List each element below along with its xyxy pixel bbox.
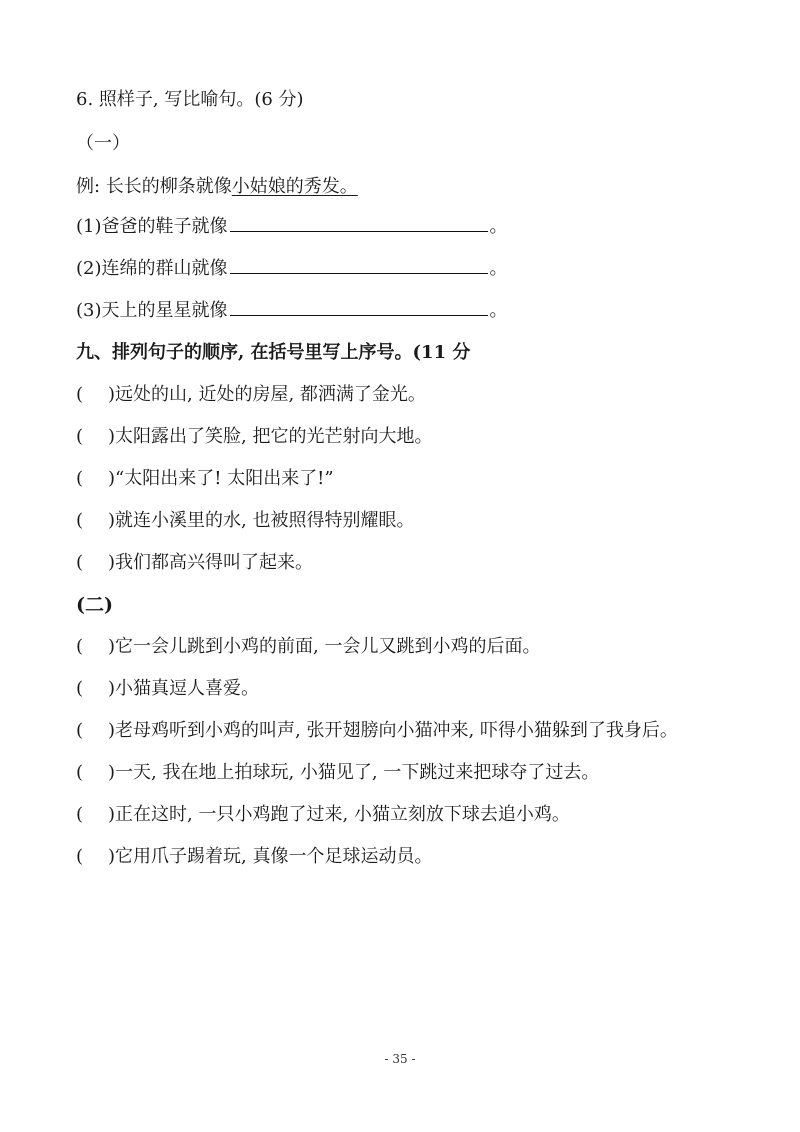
- q9-group2-item: ( )它用爪子踢着玩, 真像一个足球运动员。: [76, 846, 433, 867]
- order-blank[interactable]: (: [76, 678, 84, 699]
- q9-group1-item: ( )我们都高兴得叫了起来。: [76, 552, 314, 573]
- item-prefix: (3)天上的星星就像: [76, 300, 228, 321]
- q9-group1-item: ( )“太阳出来了! 太阳出来了!”: [76, 468, 334, 489]
- order-blank[interactable]: (: [76, 510, 84, 531]
- q6-title: 6. 照样子, 写比喻句。(6 分): [76, 89, 304, 110]
- order-blank[interactable]: (: [76, 636, 84, 657]
- order-blank[interactable]: (: [76, 468, 84, 489]
- q9-group2-item: ( )一天, 我在地上拍球玩, 小猫见了, 一下跳过来把球夺了过去。: [76, 762, 600, 783]
- sentence-text: 它用爪子踢着玩, 真像一个足球运动员。: [115, 846, 433, 867]
- sentence-text: “太阳出来了! 太阳出来了!”: [115, 468, 334, 489]
- sentence-text: 远处的山, 近处的房屋, 都洒满了金光。: [115, 384, 426, 405]
- item-suffix: 。: [489, 258, 508, 279]
- q9-group1-item: ( )远处的山, 近处的房屋, 都洒满了金光。: [76, 384, 426, 405]
- sentence-text: 它一会儿跳到小鸡的前面, 一会儿又跳到小鸡的后面。: [115, 636, 541, 657]
- q6-example: [76, 175, 358, 199]
- page-number: - 35 -: [384, 1052, 416, 1066]
- order-blank[interactable]: (: [76, 552, 84, 573]
- q9-group2-item: ( )老母鸡听到小鸡的叫声, 张开翅膀向小猫冲来, 吓得小猫躲到了我身后。: [76, 720, 678, 741]
- sentence-text: 就连小溪里的水, 也被照得特别耀眼。: [115, 510, 415, 531]
- item-prefix: (2)连绵的群山就像: [76, 258, 228, 279]
- q9-group2-item: ( )它一会儿跳到小鸡的前面, 一会儿又跳到小鸡的后面。: [76, 636, 541, 657]
- order-blank[interactable]: (: [76, 762, 84, 783]
- sentence-text: 太阳露出了笑脸, 把它的光芒射向大地。: [115, 426, 433, 447]
- answer-blank[interactable]: [230, 301, 488, 316]
- q9-section-2: (二): [76, 594, 113, 616]
- sentence-text: 小猫真逗人喜爱。: [115, 678, 260, 699]
- order-blank[interactable]: (: [76, 384, 84, 405]
- example-underlined: 小姑娘的秀发。: [231, 176, 358, 197]
- q6-item-2: [76, 257, 508, 281]
- q6-section-1: （一）: [76, 133, 130, 154]
- item-prefix: (1)爸爸的鞋子就像: [76, 216, 228, 237]
- q9-group1-item: ( )就连小溪里的水, 也被照得特别耀眼。: [76, 510, 415, 531]
- q9-group2-item: ( )正在这时, 一只小鸡跑了过来, 小猫立刻放下球去追小鸡。: [76, 804, 570, 825]
- answer-blank[interactable]: [230, 259, 488, 274]
- item-suffix: 。: [489, 216, 508, 237]
- order-blank[interactable]: (: [76, 426, 84, 447]
- order-blank[interactable]: (: [76, 846, 84, 867]
- item-suffix: 。: [489, 300, 508, 321]
- q9-title: 九、排列句子的顺序, 在括号里写上序号。(11 分: [76, 342, 471, 363]
- sentence-text: 正在这时, 一只小鸡跑了过来, 小猫立刻放下球去追小鸡。: [115, 804, 570, 825]
- sentence-text: 我们都高兴得叫了起来。: [115, 552, 314, 573]
- q9-group2-item: ( )小猫真逗人喜爱。: [76, 678, 260, 699]
- order-blank[interactable]: (: [76, 804, 84, 825]
- q9-group1-item: ( )太阳露出了笑脸, 把它的光芒射向大地。: [76, 426, 433, 447]
- answer-blank[interactable]: [230, 217, 488, 232]
- order-blank[interactable]: (: [76, 720, 84, 741]
- example-prefix: 例: 长长的柳条就像: [76, 176, 232, 197]
- q6-item-1: [76, 215, 508, 239]
- q6-item-3: [76, 299, 508, 323]
- sentence-text: 一天, 我在地上拍球玩, 小猫见了, 一下跳过来把球夺了过去。: [115, 762, 600, 783]
- sentence-text: 老母鸡听到小鸡的叫声, 张开翅膀向小猫冲来, 吓得小猫躲到了我身后。: [115, 720, 678, 741]
